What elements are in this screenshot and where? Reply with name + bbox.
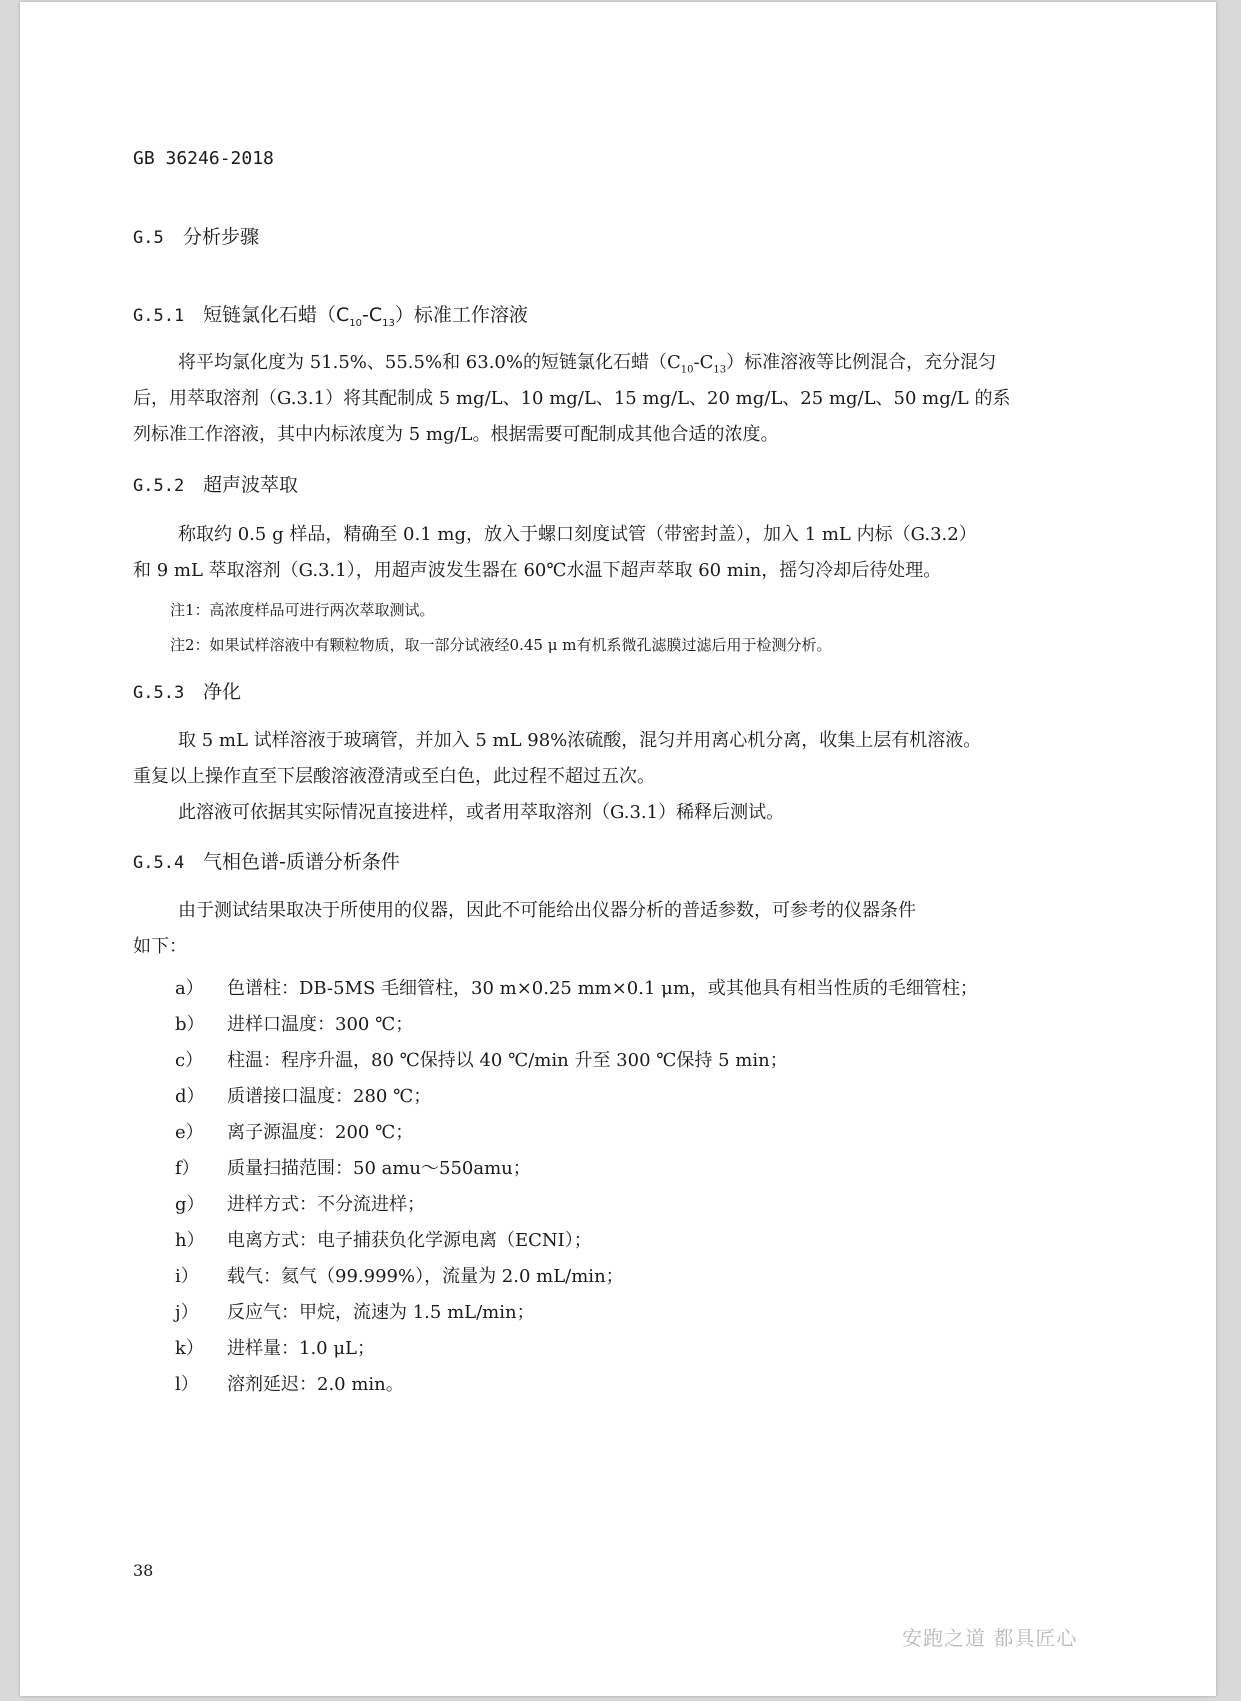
list-marker: j） <box>175 1302 199 1323</box>
section-title: 气相色谱-质谱分析条件 <box>203 851 400 873</box>
list-text: 进样方式：不分流进样； <box>227 1194 425 1215</box>
text-run: -C <box>693 352 714 373</box>
subscript: 13 <box>713 364 727 376</box>
section-number: G.5.3 <box>133 683 185 703</box>
list-text: 进样口温度：300 ℃； <box>227 1014 414 1035</box>
list-text: 载气：氦气（99.999%），流量为 2.0 mL/min； <box>227 1266 624 1287</box>
list-marker: f） <box>175 1158 200 1179</box>
list-text: 质量扫描范围：50 amu～550amu； <box>227 1158 531 1179</box>
list-marker: l） <box>175 1374 199 1395</box>
paragraph-line: 由于测试结果取决于所使用的仪器，因此不可能给出仪器分析的普适参数，可参考的仪器条件 <box>178 900 916 921</box>
list-item <box>175 1046 788 1072</box>
list-text: 电离方式：电子捕获负化学源电离（ECNI）； <box>227 1230 592 1251</box>
paragraph-line: 后，用萃取溶剂（G.3.1）将其配制成 5 mg/L、10 mg/L、15 mg/L、20 mg/L、25 mg/L、50 mg/L 的系 <box>133 388 1011 409</box>
subscript: 13 <box>382 317 395 329</box>
watermark: 安跑之道 都具匠心 <box>902 1626 1078 1650</box>
list-item <box>175 1118 413 1144</box>
note: 注1：高浓度样品可进行两次萃取测试。 <box>170 601 435 619</box>
list-item <box>175 1262 624 1288</box>
list-text: 进样量：1.0 μL； <box>227 1338 375 1359</box>
paragraph-line: 列标准工作溶液，其中内标浓度为 5 mg/L。根据需要可配制成其他合适的浓度。 <box>133 424 779 445</box>
list-text: 柱温：程序升温，80 ℃保持以 40 ℃/min 升至 300 ℃保持 5 min； <box>227 1050 788 1071</box>
list-text: 离子源温度：200 ℃； <box>227 1122 414 1143</box>
list-item <box>175 1010 413 1036</box>
paragraph-line: 取 5 mL 试样溶液于玻璃管，并加入 5 mL 98%浓硫酸，混匀并用离心机分离，收集上层有机溶液。 <box>178 730 982 751</box>
list-item <box>175 1334 375 1360</box>
list-text: 溶剂延迟：2.0 min。 <box>227 1374 404 1395</box>
page-number: 38 <box>133 1561 154 1580</box>
list-marker: d） <box>175 1086 205 1107</box>
subscript: 10 <box>680 364 694 376</box>
section-heading-g53 <box>133 677 241 704</box>
paragraph-line: 如下： <box>133 936 187 957</box>
list-text: 色谱柱：DB-5MS 毛细管柱，30 m×0.25 mm×0.1 μm，或其他具有相当性质的毛细管柱； <box>227 978 978 999</box>
paragraph-line: 重复以上操作直至下层酸溶液澄清或至白色，此过程不超过五次。 <box>133 766 655 787</box>
section-title: 净化 <box>203 681 242 703</box>
list-marker: b） <box>175 1014 205 1035</box>
subscript: 10 <box>349 317 363 329</box>
note: 注2：如果试样溶液中有颗粒物质，取一部分试液经0.45 μ m有机系微孔滤膜过滤后用于检测分析。 <box>170 636 832 654</box>
list-item <box>175 974 978 1000</box>
text-run: 将平均氯化度为 51.5%、55.5%和 63.0%的短链氯化石蜡（C <box>178 352 681 373</box>
list-marker: k） <box>175 1338 204 1359</box>
section-title-part: 短链氯化石蜡（C <box>203 304 350 326</box>
paragraph-line: 和 9 mL 萃取溶剂（G.3.1），用超声波发生器在 60℃水温下超声萃取 60 min，摇匀冷却后待处理。 <box>133 560 942 581</box>
list-item <box>175 1370 404 1396</box>
list-item <box>175 1082 431 1108</box>
list-marker: a） <box>175 978 204 999</box>
list-marker: e） <box>175 1122 204 1143</box>
section-number: G.5.4 <box>133 853 185 873</box>
document-page <box>20 2 1216 1696</box>
list-marker: h） <box>175 1230 205 1251</box>
section-number: G.5.2 <box>133 476 185 496</box>
paragraph-line: 称取约 0.5 g 样品，精确至 0.1 mg，放入于螺口刻度试管（带密封盖），加入 1 mL 内标（G.3.2） <box>178 524 977 545</box>
list-text: 质谱接口温度：280 ℃； <box>227 1086 432 1107</box>
section-heading-g54 <box>133 847 400 874</box>
section-title: 分析步骤 <box>183 226 260 248</box>
section-number: G.5.1 <box>133 306 185 326</box>
list-text: 反应气：甲烷，流速为 1.5 mL/min； <box>227 1302 535 1323</box>
list-marker: c） <box>175 1050 204 1071</box>
section-heading-g51 <box>133 300 528 329</box>
section-title-part: ）标准工作溶液 <box>394 304 528 326</box>
section-title-part: -C <box>362 304 383 326</box>
paragraph-line: 此溶液可依据其实际情况直接进样，或者用萃取溶剂（G.3.1）稀释后测试。 <box>178 802 785 823</box>
text-run: ）标准溶液等比例混合，充分混匀 <box>726 352 997 373</box>
list-item <box>175 1226 592 1252</box>
section-heading-g52 <box>133 470 298 497</box>
list-item <box>175 1154 531 1180</box>
list-item <box>175 1298 535 1324</box>
section-heading-g5 <box>133 222 259 249</box>
list-marker: g） <box>175 1194 205 1215</box>
section-title: 超声波萃取 <box>203 474 299 496</box>
standard-code: GB 36246-2018 <box>133 148 274 169</box>
list-item <box>175 1190 425 1216</box>
list-marker: i） <box>175 1266 199 1287</box>
section-number: G.5 <box>133 228 164 248</box>
